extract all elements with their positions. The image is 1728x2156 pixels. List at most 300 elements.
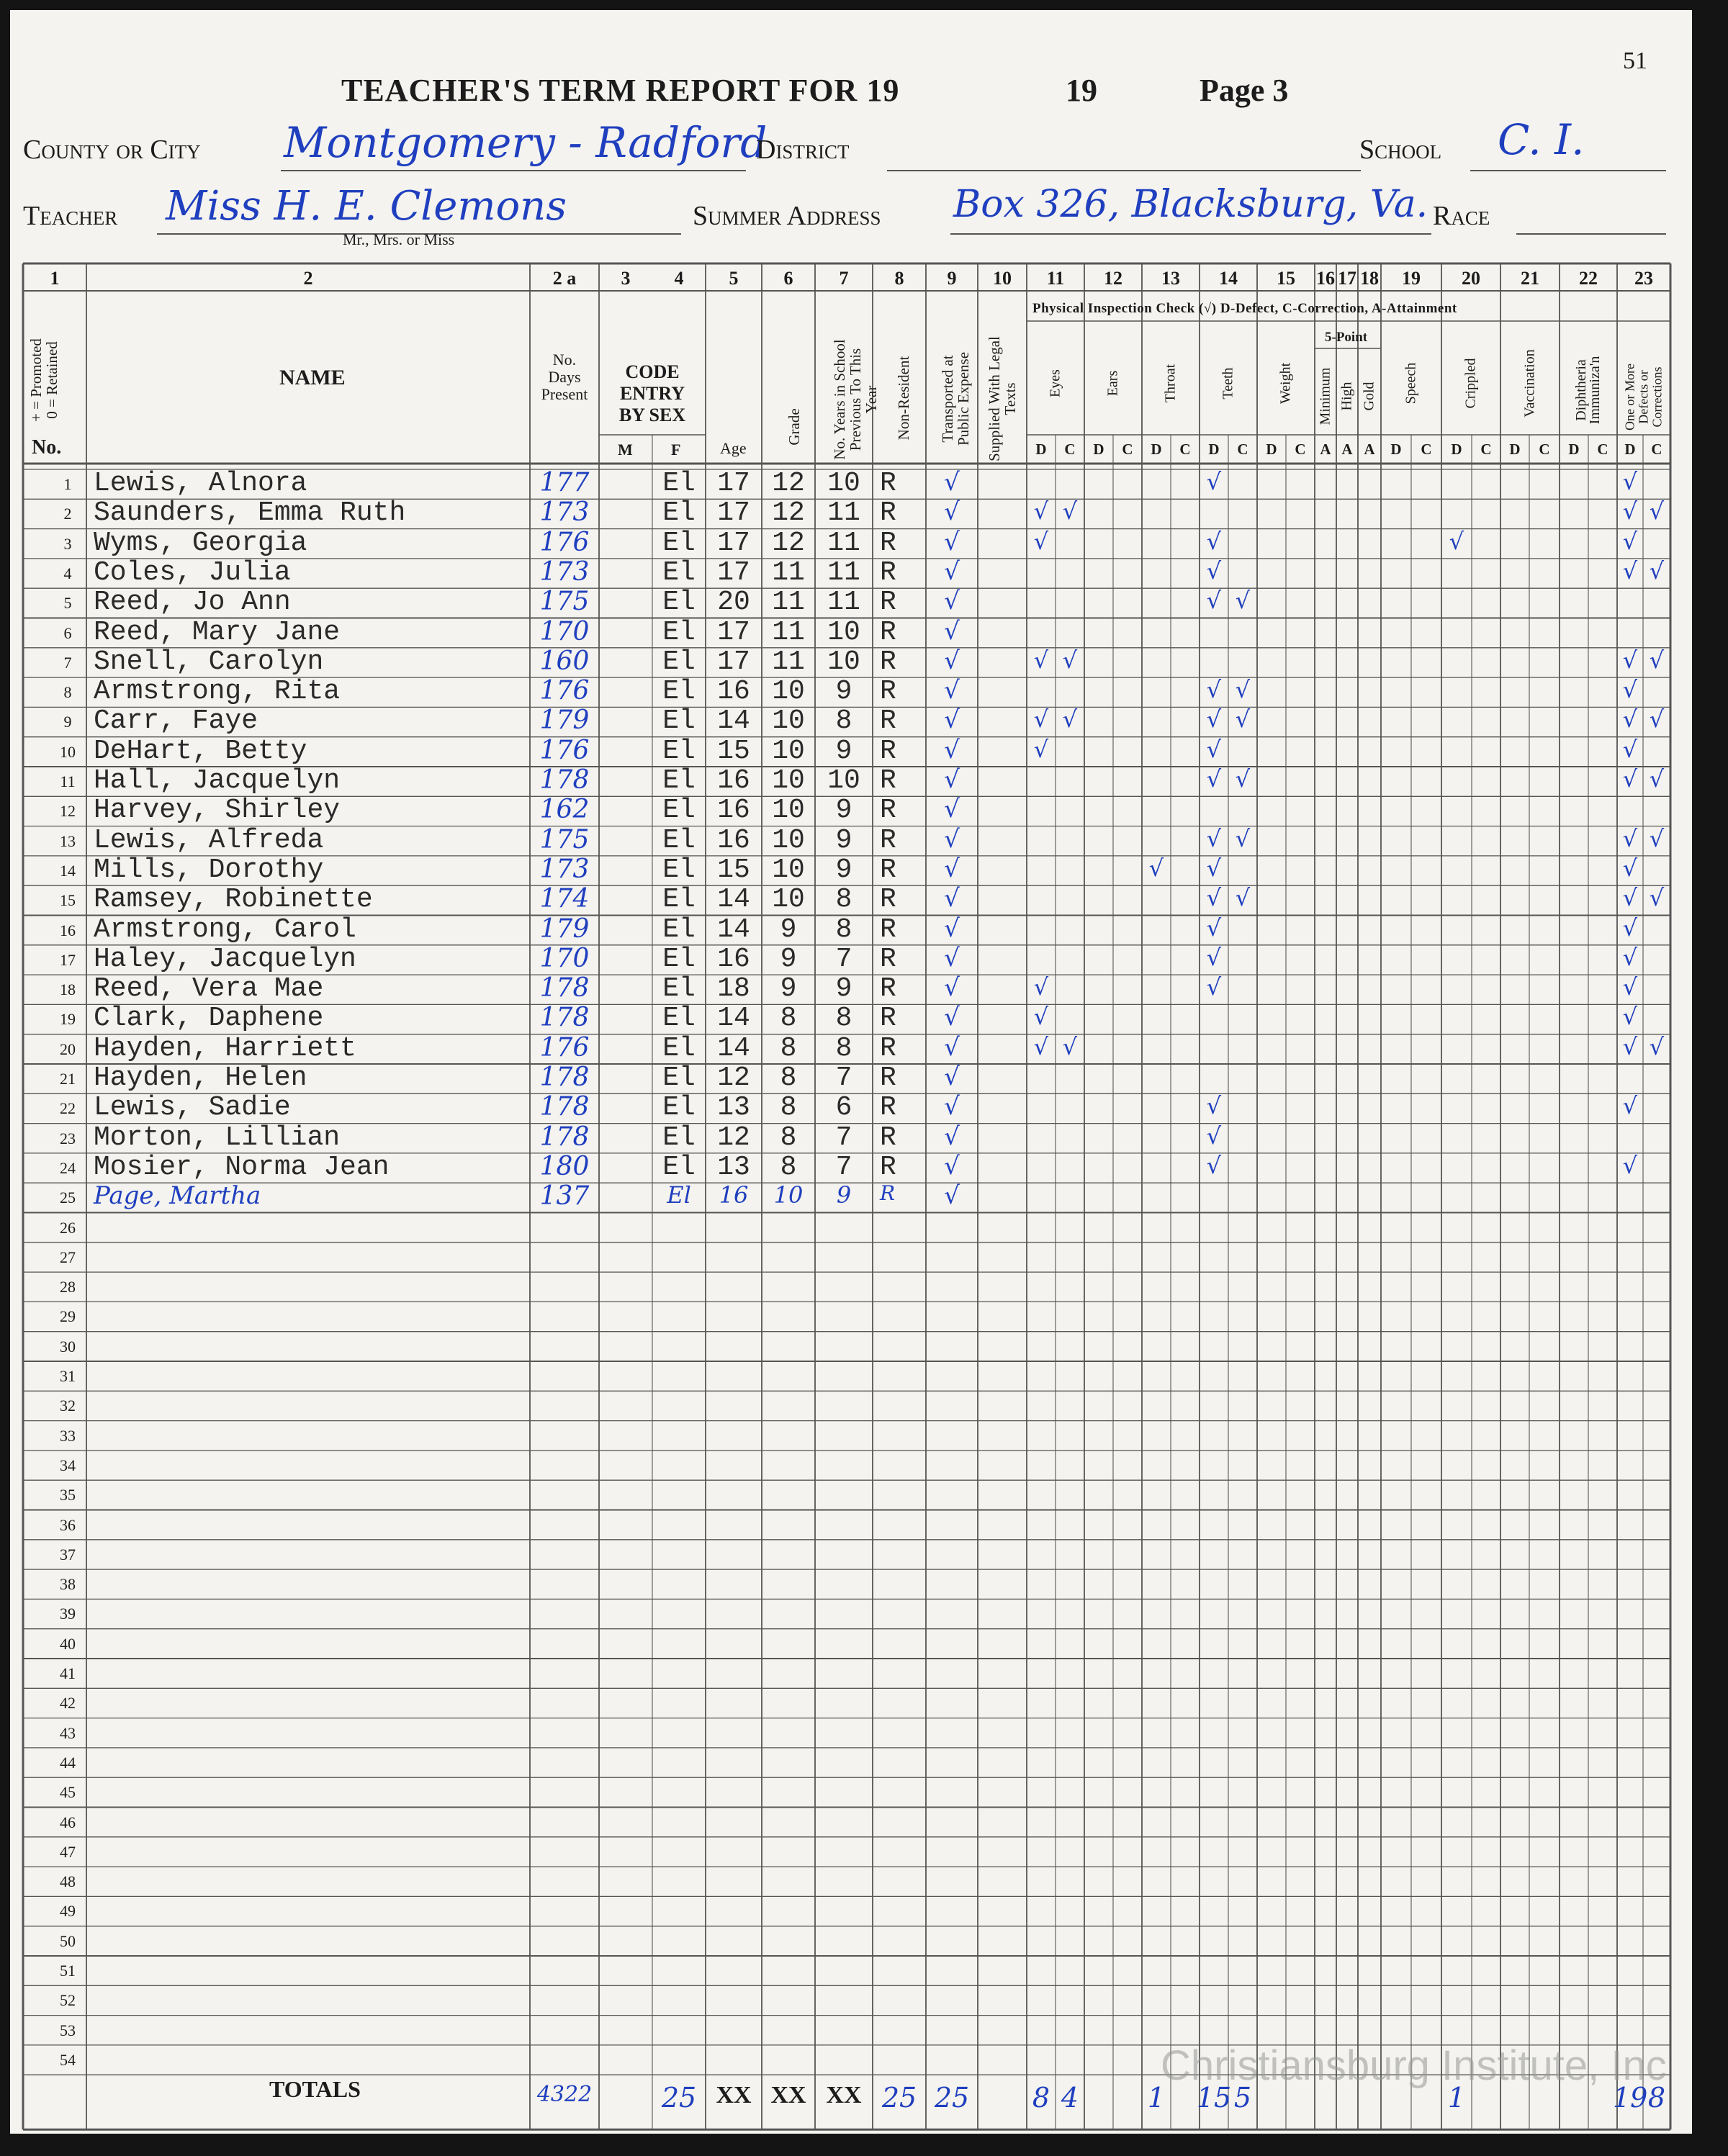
student-name: Armstrong, Carol bbox=[94, 914, 356, 945]
inspection-check: √ bbox=[1206, 1122, 1222, 1150]
code-entry: El bbox=[662, 884, 696, 916]
row-number: 13 bbox=[60, 831, 76, 850]
non-resident: R bbox=[880, 527, 896, 559]
grade: 10 bbox=[772, 795, 805, 826]
non-resident: R bbox=[880, 973, 896, 1005]
age: 20 bbox=[717, 587, 750, 618]
student-name: Hall, Jacquelyn bbox=[94, 765, 341, 796]
years-in-school: 7 bbox=[835, 1122, 852, 1153]
days-present: 178 bbox=[539, 1122, 590, 1152]
grade: 11 bbox=[772, 556, 805, 588]
student-name: Harvey, Shirley bbox=[94, 795, 341, 826]
physical-item-7: Gold bbox=[1361, 382, 1377, 411]
code-entry: El bbox=[662, 646, 696, 677]
inspection-check: √ bbox=[1649, 1032, 1665, 1060]
column-number-9: 8 bbox=[894, 268, 904, 289]
sub-letter-8: D bbox=[1266, 441, 1277, 458]
days-present: 162 bbox=[539, 795, 590, 825]
years-in-school: 8 bbox=[835, 705, 852, 737]
years-in-school: 7 bbox=[835, 1151, 852, 1183]
inspection-check: √ bbox=[1449, 527, 1464, 555]
column-number-13: 12 bbox=[1104, 268, 1122, 289]
age: 16 bbox=[717, 676, 750, 708]
years-in-school: 11 bbox=[827, 587, 860, 618]
total-eyes_d: 8 bbox=[1032, 2082, 1050, 2114]
code-entry: El bbox=[662, 468, 696, 499]
days-present: 177 bbox=[539, 468, 590, 497]
inspection-check: √ bbox=[1033, 646, 1049, 674]
f-label: F bbox=[671, 441, 681, 459]
grade-label: Grade bbox=[786, 408, 803, 446]
student-name: Hayden, Helen bbox=[94, 1063, 307, 1093]
inspection-check: √ bbox=[1206, 1092, 1222, 1120]
sub-letter-7: C bbox=[1237, 441, 1248, 458]
student-name: Lewis, Sadie bbox=[94, 1092, 291, 1124]
student-name: Saunders, Emma Ruth bbox=[94, 497, 406, 529]
row-number: 28 bbox=[60, 1278, 76, 1296]
inspection-check: √ bbox=[1622, 824, 1638, 852]
sub-letter-3: C bbox=[1122, 441, 1133, 458]
row-number: 11 bbox=[60, 772, 76, 790]
physical-item-10: Vaccination bbox=[1521, 349, 1538, 418]
inspection-check: √ bbox=[1649, 646, 1665, 674]
inspection-check: √ bbox=[1033, 527, 1049, 555]
years-in-school: 10 bbox=[827, 616, 860, 648]
physical-item-5: Minimum bbox=[1317, 367, 1333, 425]
non-resident: R bbox=[880, 646, 896, 677]
years-in-school: 11 bbox=[827, 556, 860, 588]
sub-letter-6: D bbox=[1208, 441, 1220, 458]
transported-check: √ bbox=[944, 705, 960, 735]
inspection-check: √ bbox=[1206, 556, 1222, 585]
row-number: 21 bbox=[60, 1070, 76, 1088]
physical-item-1: Ears bbox=[1104, 370, 1121, 397]
grade: 11 bbox=[772, 616, 805, 648]
code-entry: El bbox=[662, 973, 696, 1005]
sub-letter-0: D bbox=[1035, 441, 1047, 458]
column-number-10: 9 bbox=[947, 268, 957, 289]
days-present: 180 bbox=[539, 1151, 590, 1181]
row-number: 12 bbox=[60, 802, 76, 821]
grade: 10 bbox=[772, 676, 805, 708]
sub-letter-13: D bbox=[1390, 441, 1402, 458]
physical-item-8: Speech bbox=[1403, 362, 1419, 405]
transported-check: √ bbox=[944, 943, 960, 973]
row-number: 43 bbox=[60, 1723, 76, 1742]
code-entry: El bbox=[662, 587, 696, 618]
total-any_d: 19 bbox=[1613, 2082, 1648, 2114]
row-number: 19 bbox=[60, 1010, 76, 1029]
days-present: 178 bbox=[539, 1003, 590, 1033]
column-number-3: 2 a bbox=[552, 268, 577, 289]
row-number: 48 bbox=[60, 1872, 76, 1891]
inspection-check: √ bbox=[1206, 973, 1222, 1001]
transported-check: √ bbox=[944, 1003, 960, 1032]
sub-letter-1: C bbox=[1064, 441, 1076, 458]
inspection-check: √ bbox=[1033, 705, 1049, 734]
years-in-school: 11 bbox=[827, 497, 860, 529]
row-number: 37 bbox=[60, 1545, 76, 1564]
sub-letter-9: C bbox=[1295, 441, 1306, 458]
transported-check: √ bbox=[944, 1063, 960, 1091]
inspection-check: √ bbox=[1235, 705, 1251, 734]
inspection-check: √ bbox=[1062, 646, 1078, 674]
inspection-check: √ bbox=[1622, 676, 1638, 704]
sub-letter-22: C bbox=[1651, 441, 1662, 458]
total-crippled_d: 1 bbox=[1447, 2082, 1466, 2114]
student-name: Mosier, Norma Jean bbox=[94, 1151, 390, 1183]
transported-check: √ bbox=[944, 616, 960, 646]
days-present: 160 bbox=[539, 646, 590, 676]
transported-label: Transported at Public Expense bbox=[939, 351, 972, 446]
row-number: 10 bbox=[60, 742, 76, 761]
non-resident: R bbox=[880, 1032, 896, 1064]
row-number: 4 bbox=[63, 564, 72, 582]
grade: 12 bbox=[772, 497, 805, 529]
age: 12 bbox=[717, 1063, 750, 1093]
age: 13 bbox=[717, 1151, 750, 1183]
inspection-check: √ bbox=[1033, 1032, 1049, 1060]
code-entry: El bbox=[662, 943, 696, 975]
age: 16 bbox=[717, 765, 750, 796]
county-value: Montgomery - Radford bbox=[284, 118, 768, 167]
total-years: XX bbox=[826, 2082, 862, 2109]
transported-check: √ bbox=[944, 765, 960, 794]
row-number: 29 bbox=[60, 1307, 76, 1326]
row-number: 34 bbox=[60, 1456, 76, 1474]
transported-check: √ bbox=[944, 854, 960, 883]
code-label: CODE ENTRY BY SEX bbox=[618, 361, 686, 425]
grade: 11 bbox=[772, 646, 805, 677]
code-entry: El bbox=[662, 556, 696, 588]
inspection-check: √ bbox=[1206, 914, 1222, 942]
name-label: NAME bbox=[279, 366, 346, 389]
non-resident: R bbox=[880, 1092, 896, 1124]
age: 15 bbox=[717, 735, 750, 767]
inspection-check: √ bbox=[1622, 468, 1638, 495]
transported-check: √ bbox=[944, 1151, 960, 1181]
days-present: 174 bbox=[539, 884, 590, 914]
code-entry: El bbox=[662, 1063, 696, 1093]
non-resident: R bbox=[880, 468, 896, 499]
grade: 10 bbox=[772, 705, 805, 737]
sub-letter-15: D bbox=[1451, 441, 1462, 458]
physical-item-9: Crippled bbox=[1462, 358, 1479, 409]
inspection-check: √ bbox=[1033, 1003, 1049, 1031]
inspection-check: √ bbox=[1649, 765, 1665, 793]
grade: 12 bbox=[772, 527, 805, 559]
inspection-check: √ bbox=[1206, 676, 1222, 704]
row-number: 42 bbox=[60, 1694, 76, 1713]
row-number: 41 bbox=[60, 1664, 76, 1682]
transported-check: √ bbox=[944, 1122, 960, 1151]
row-number: 27 bbox=[60, 1248, 76, 1266]
days-present: 170 bbox=[539, 943, 590, 973]
sub-letter-14: C bbox=[1421, 441, 1432, 458]
student-name: Clark, Daphene bbox=[94, 1003, 324, 1034]
row-number: 16 bbox=[60, 921, 76, 939]
sub-letter-12: A bbox=[1364, 441, 1375, 458]
age: 14 bbox=[717, 705, 750, 737]
column-number-11: 10 bbox=[993, 268, 1012, 289]
school-value: C. I. bbox=[1498, 115, 1585, 164]
watermark: Christiansburg Institute, Inc bbox=[1161, 2042, 1667, 2089]
teacher-value: Miss H. E. Clemons bbox=[166, 183, 567, 230]
inspection-check: √ bbox=[1622, 527, 1638, 555]
code-entry: El bbox=[662, 854, 696, 885]
total-age: XX bbox=[716, 2082, 752, 2109]
column-number-18: 17 bbox=[1338, 268, 1356, 289]
grade: 8 bbox=[780, 1063, 797, 1093]
physical-inspection-label: Physical Inspection Check (√) D-Defect, C-Correction, A-Attainment bbox=[1032, 301, 1457, 316]
grade: 10 bbox=[772, 765, 805, 796]
inspection-check: √ bbox=[1622, 854, 1638, 882]
row-number: 7 bbox=[63, 653, 72, 672]
inspection-check: √ bbox=[1206, 1151, 1222, 1179]
supplied-label: Supplied With Legal Texts bbox=[986, 336, 1019, 461]
column-number-5: 4 bbox=[674, 268, 684, 289]
non-resident: R bbox=[880, 854, 896, 885]
non-resident: R bbox=[880, 1151, 896, 1183]
no-label: No. bbox=[32, 436, 62, 459]
non-resident: R bbox=[880, 765, 896, 796]
student-name: Carr, Faye bbox=[94, 705, 258, 737]
promoted-label: + = Promoted 0 = Retained bbox=[27, 338, 60, 422]
code-entry: El bbox=[662, 1032, 696, 1064]
total-transported: 25 bbox=[934, 2082, 970, 2114]
address-value: Box 326, Blacksburg, Va. bbox=[953, 183, 1428, 226]
student-name: Lewis, Alnora bbox=[94, 468, 307, 499]
page-number: 51 bbox=[1623, 48, 1647, 74]
transported-check: √ bbox=[944, 735, 960, 764]
code-entry: El bbox=[662, 914, 696, 945]
teacher-label: Teacher bbox=[23, 201, 118, 231]
years-label: No. Years in School Previous To This Year bbox=[831, 339, 880, 460]
physical-item-2: Throat bbox=[1162, 364, 1179, 403]
sub-letter-4: D bbox=[1151, 441, 1162, 458]
transported-check: √ bbox=[944, 1092, 960, 1122]
days-present: 176 bbox=[539, 676, 590, 706]
row-number: 45 bbox=[60, 1783, 76, 1802]
sub-letter-19: D bbox=[1568, 441, 1580, 458]
physical-item-6: High bbox=[1338, 382, 1355, 411]
sub-letter-5: C bbox=[1179, 441, 1191, 458]
years-in-school: 9 bbox=[835, 824, 852, 856]
age: 17 bbox=[717, 527, 750, 559]
column-number-6: 5 bbox=[729, 268, 739, 289]
days-label: No. Days Present bbox=[541, 351, 588, 403]
column-number-7: 6 bbox=[783, 268, 793, 289]
age: 12 bbox=[717, 1122, 750, 1153]
row-number: 32 bbox=[60, 1397, 76, 1415]
row-number: 14 bbox=[60, 861, 76, 880]
inspection-check: √ bbox=[1649, 497, 1665, 526]
code-entry: El bbox=[662, 705, 696, 737]
grade: 8 bbox=[780, 1003, 797, 1034]
inspection-check: √ bbox=[1206, 587, 1222, 615]
code-entry: El bbox=[662, 1151, 696, 1183]
sub-letter-21: D bbox=[1624, 441, 1636, 458]
inspection-check: √ bbox=[1622, 735, 1638, 763]
inspection-check: √ bbox=[1622, 497, 1638, 526]
days-present: 179 bbox=[539, 914, 590, 944]
years-in-school: 8 bbox=[835, 884, 852, 916]
row-number: 49 bbox=[60, 1902, 76, 1921]
inspection-check: √ bbox=[1235, 676, 1251, 704]
years-in-school: 9 bbox=[835, 735, 852, 767]
column-number-17: 16 bbox=[1316, 268, 1335, 289]
years-in-school: 9 bbox=[835, 676, 852, 708]
report-page bbox=[10, 10, 1692, 2134]
row-number: 17 bbox=[60, 950, 76, 969]
row-number: 8 bbox=[63, 683, 72, 702]
student-name: Snell, Carolyn bbox=[94, 646, 324, 677]
age: 14 bbox=[717, 884, 750, 916]
non-resident: R bbox=[880, 497, 896, 529]
inspection-check: √ bbox=[1622, 1003, 1638, 1031]
title-year: 19 bbox=[1066, 73, 1097, 108]
total-grade: XX bbox=[770, 2082, 806, 2109]
inspection-check: √ bbox=[1649, 824, 1665, 852]
total-teeth_c: 5 bbox=[1233, 2082, 1252, 2114]
code-entry: El bbox=[662, 497, 696, 529]
column-number-19: 18 bbox=[1360, 268, 1379, 289]
total-f: 25 bbox=[661, 2082, 697, 2114]
row-number: 24 bbox=[60, 1158, 76, 1177]
non-resident: R bbox=[880, 914, 896, 945]
inspection-check: √ bbox=[1649, 705, 1665, 734]
inspection-check: √ bbox=[1206, 824, 1222, 852]
days-present: 179 bbox=[539, 705, 590, 736]
inspection-check: √ bbox=[1622, 646, 1638, 674]
column-number-15: 14 bbox=[1219, 268, 1238, 289]
non-resident: R bbox=[880, 587, 896, 618]
row-number: 23 bbox=[60, 1129, 76, 1147]
grade: 9 bbox=[780, 914, 797, 945]
column-number-14: 13 bbox=[1161, 268, 1180, 289]
transported-check: √ bbox=[944, 824, 960, 854]
age: 15 bbox=[717, 854, 750, 885]
grade: 10 bbox=[772, 824, 805, 856]
row-number: 31 bbox=[60, 1367, 76, 1385]
age: 16 bbox=[717, 824, 750, 856]
transported-check: √ bbox=[944, 1032, 960, 1062]
inspection-check: √ bbox=[1622, 884, 1638, 912]
total-days: 4322 bbox=[536, 2082, 593, 2108]
non-resident: R bbox=[880, 616, 896, 648]
days-present: 178 bbox=[539, 1092, 590, 1122]
column-number-8: 7 bbox=[839, 268, 849, 289]
grade: 8 bbox=[780, 1032, 797, 1064]
non-resident: R bbox=[880, 1063, 896, 1093]
physical-item-11: Diphtheria Immuniza'n bbox=[1573, 356, 1603, 425]
code-entry: El bbox=[662, 616, 696, 648]
code-entry: El bbox=[662, 527, 696, 559]
age: 17 bbox=[717, 497, 750, 529]
inspection-check: √ bbox=[1206, 884, 1222, 912]
years-in-school: 8 bbox=[835, 1032, 852, 1064]
student-name: Haley, Jacquelyn bbox=[94, 943, 356, 975]
inspection-check: √ bbox=[1235, 824, 1251, 852]
sub-letter-17: D bbox=[1509, 441, 1521, 458]
grade: 10 bbox=[772, 735, 805, 767]
non-resident: R bbox=[880, 1122, 896, 1153]
inspection-check: √ bbox=[1033, 735, 1049, 763]
inspection-check: √ bbox=[1235, 587, 1251, 615]
inspection-check: √ bbox=[1033, 497, 1049, 526]
code-entry: El bbox=[662, 735, 696, 767]
physical-item-0: Eyes bbox=[1047, 369, 1063, 397]
sub-letter-18: C bbox=[1539, 441, 1550, 458]
student-name: Armstrong, Rita bbox=[94, 676, 341, 708]
row-number: 2 bbox=[63, 505, 72, 523]
age: 16 bbox=[719, 1181, 749, 1209]
inspection-check: √ bbox=[1235, 765, 1251, 793]
district-label: District bbox=[756, 135, 850, 165]
age: 16 bbox=[717, 795, 750, 826]
sub-letter-16: C bbox=[1480, 441, 1492, 458]
inspection-check: √ bbox=[1622, 1151, 1638, 1179]
student-name: Hayden, Harriett bbox=[94, 1032, 356, 1064]
grade: 9 bbox=[780, 973, 797, 1005]
grade: 11 bbox=[772, 587, 805, 618]
non-resident: R bbox=[880, 884, 896, 916]
student-name: Reed, Jo Ann bbox=[94, 587, 291, 618]
row-number: 47 bbox=[60, 1842, 76, 1861]
row-number: 46 bbox=[60, 1813, 76, 1831]
code-entry: El bbox=[662, 676, 696, 708]
years-in-school: 10 bbox=[827, 765, 860, 796]
sub-letter-2: D bbox=[1093, 441, 1104, 458]
row-number: 44 bbox=[60, 1753, 76, 1772]
total-any_c: 8 bbox=[1647, 2082, 1666, 2114]
row-number: 54 bbox=[60, 2050, 76, 2069]
days-present: 175 bbox=[539, 587, 590, 617]
inspection-check: √ bbox=[1622, 1092, 1638, 1120]
years-in-school: 8 bbox=[835, 1003, 852, 1034]
grade: 8 bbox=[780, 1122, 797, 1153]
row-number: 5 bbox=[63, 594, 72, 613]
non-resident: R bbox=[880, 676, 896, 708]
inspection-check: √ bbox=[1206, 527, 1222, 555]
total-nonresident: 25 bbox=[881, 2082, 917, 2114]
student-name: Page, Martha bbox=[94, 1181, 261, 1211]
column-number-20: 19 bbox=[1402, 268, 1421, 289]
row-number: 18 bbox=[60, 980, 76, 999]
physical-item-12: One or More Defects or Corrections bbox=[1622, 364, 1665, 430]
transported-check: √ bbox=[944, 556, 960, 586]
years-in-school: 9 bbox=[835, 854, 852, 885]
years-in-school: 9 bbox=[835, 973, 852, 1005]
physical-item-3: Teeth bbox=[1220, 367, 1236, 400]
inspection-check: √ bbox=[1649, 884, 1665, 912]
non-resident: R bbox=[880, 824, 896, 856]
five-point-label: 5-Point bbox=[1325, 330, 1368, 345]
years-in-school: 7 bbox=[835, 943, 852, 975]
student-name: Ramsey, Robinette bbox=[94, 884, 373, 916]
non-resident: R bbox=[880, 795, 896, 826]
grade: 12 bbox=[772, 468, 805, 499]
inspection-check: √ bbox=[1206, 765, 1222, 793]
row-number: 9 bbox=[63, 713, 72, 731]
row-number: 40 bbox=[60, 1634, 76, 1653]
age: 18 bbox=[717, 973, 750, 1005]
inspection-check: √ bbox=[1622, 914, 1638, 942]
transported-check: √ bbox=[944, 795, 960, 824]
years-in-school: 8 bbox=[835, 914, 852, 945]
inspection-check: √ bbox=[1622, 705, 1638, 734]
days-present: 137 bbox=[539, 1181, 590, 1212]
